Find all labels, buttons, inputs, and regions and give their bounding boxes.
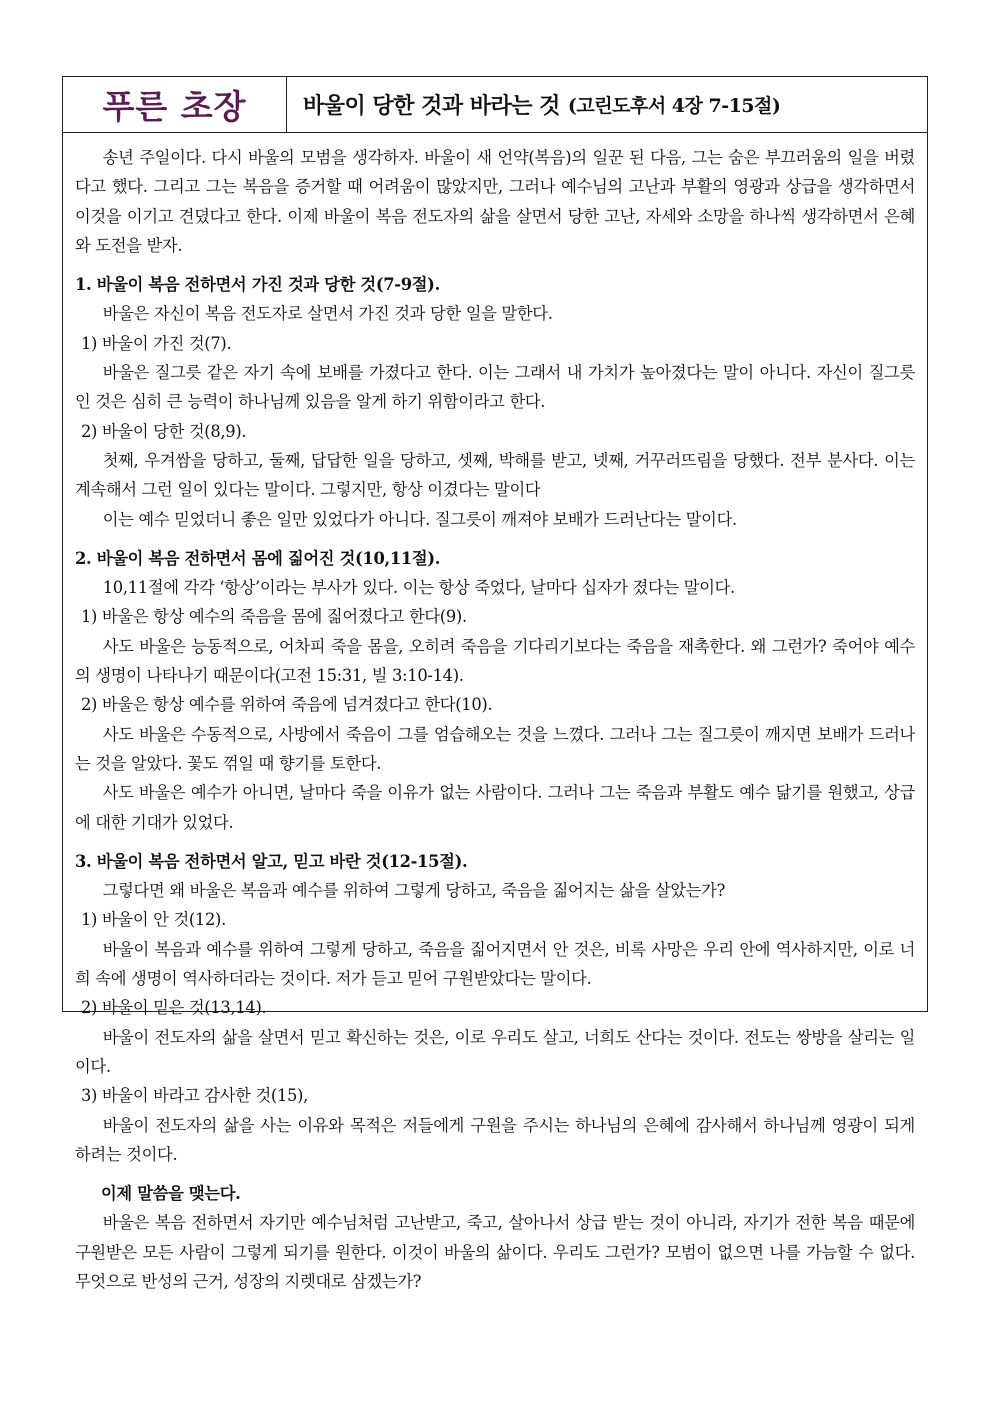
section-1-paragraph-2: 첫째, 우겨쌈을 당하고, 둘째, 답답한 일을 당하고, 셋째, 박해를 받고, 넷째, 거꾸러뜨림을 당했다. 전부 분사다. 이는 계속해서 그런 일이 있다는 말이다. 그렇지만, 항상 이겼다는 말이다 <box>75 450 915 500</box>
intro-paragraph: 송년 주일이다. 다시 바울의 모범을 생각하자. 바울이 새 언약(복음)의 일꾼 된 다음, 그는 숨은 부끄러움의 일을 버렸다고 했다. 그리고 그는 복음을 증거할 때 어려움이 많았지만, 그러나 예수님의 고난과 부활의 영광과 상급을 생각하면서 이것을 이기고 견뎠다고 한다. 이제 바울이 복음 전도자의 삶을 살면서 당한 고난, 자세와 소망을 하나씩 생각하면서 은혜와 도전을 받자. <box>75 148 915 255</box>
section-3-lead: 그렇다면 왜 바울은 복음과 예수를 위하여 그렇게 당하고, 죽음을 짊어지는 삶을 살았는가? <box>102 881 726 901</box>
header <box>63 77 927 133</box>
section-1-heading: 1. 바울이 복음 전하면서 가진 것과 당한 것(7-9절). <box>75 275 440 295</box>
section-3-sub-1: 1) 바울이 안 것(12). <box>81 910 226 930</box>
section-1-paragraph-3: 이는 예수 믿었더니 좋은 일만 있었다가 아니다. 질그릇이 깨져야 보배가 드러난다는 말이다. <box>102 509 737 529</box>
closing-heading: 이제 말씀을 맺는다. <box>101 1184 241 1204</box>
section-3-paragraph-1: 바울이 복음과 예수를 위하여 그렇게 당하고, 죽음을 짊어지면서 안 것은, 비록 사망은 우리 안에 역사하지만, 이로 너희 속에 생명이 역사하더라는 것이다. 저가 듣고 믿어 구원받았다는 말이다. <box>75 939 915 989</box>
section-2-sub-2: 2) 바울은 항상 예수를 위하여 죽음에 넘겨졌다고 한다(10). <box>81 695 493 715</box>
section-2-heading: 2. 바울이 복음 전하면서 몸에 짊어진 것(10,11절). <box>75 548 441 568</box>
title-cell <box>287 77 927 132</box>
section-1-lead: 바울은 자신이 복음 전도자로 살면서 가진 것과 당한 일을 말한다. <box>102 304 553 324</box>
sermon-title: 바울이 당한 것과 바라는 것 <box>303 93 560 119</box>
section-1-paragraph-1: 바울은 질그릇 같은 자기 속에 보배를 가졌다고 한다. 이는 그래서 내 가치가 높아졌다는 말이 아니다. 자신이 질그릇인 것은 심히 큰 능력이 하나님께 있음을 알게 하기 위함이라고 한다. <box>75 363 915 412</box>
section-2-lead: 10,11절에 각각 ‘항상’이라는 부사가 있다. 이는 항상 죽었다, 날마다 십자가 졌다는 말이다. <box>102 578 735 598</box>
document-frame <box>62 76 928 1291</box>
closing-paragraph: 바울은 복음 전하면서 자기만 예수님처럼 고난받고, 죽고, 살아나서 상급 받는 것이 아니라, 자기가 전한 복음 때문에 구원받은 모든 사람이 그렇게 되기를 원한다. 이것이 바울의 삶이다. 우리도 그런가? 모범이 없으면 나를 가늠할 수 없다. 무엇으로 반성의 근거, 성장의 지렛대로 삼겠는가? <box>75 1213 915 1291</box>
section-3-sub-3: 3) 바울이 바라고 감사한 것(15), <box>81 1086 308 1106</box>
section-2-paragraph-1: 사도 바울은 능동적으로, 어차피 죽을 몸을, 오히려 죽음을 기다리기보다는 죽음을 재촉한다. 왜 그런가? 죽어야 예수의 생명이 나타나기 때문이다(고전 15:31, 빌 3:10-14). <box>75 636 915 686</box>
section-1-sub-1: 1) 바울이 가진 것(7). <box>81 333 232 353</box>
sermon-body <box>75 143 915 1296</box>
section-2-sub-1: 1) 바울은 항상 예수의 죽음을 몸에 짊어졌다고 한다(9). <box>81 607 467 627</box>
section-3-paragraph-2: 바울이 전도자의 삶을 살면서 믿고 확신하는 것은, 이로 우리도 살고, 너희도 산다는 것이다. 전도는 쌍방을 살리는 일이다. <box>75 1027 915 1076</box>
brand-cell <box>63 77 287 132</box>
section-3-sub-2: 2) 바울이 믿은 것(13,14). <box>81 998 267 1018</box>
section-3-heading: 3. 바울이 복음 전하면서 알고, 믿고 바란 것(12-15절). <box>75 851 468 871</box>
section-1-sub-2: 2) 바울이 당한 것(8,9). <box>81 421 247 441</box>
scripture-reference: (고린도후서 4장 7-15절) <box>567 95 781 117</box>
section-2-paragraph-3: 사도 바울은 예수가 아니면, 날마다 죽을 이유가 없는 사람이다. 그러나 그는 죽음과 부활도 예수 닮기를 원했고, 상급에 대한 기대가 있었다. <box>75 783 915 832</box>
section-3-paragraph-3: 바울이 전도자의 삶을 사는 이유와 목적은 저들에게 구원을 주시는 하나님의 은혜에 감사해서 하나님께 영광이 되게 하려는 것이다. <box>75 1115 915 1164</box>
section-2-paragraph-2: 사도 바울은 수동적으로, 사방에서 죽음이 그를 엄습해오는 것을 느꼈다. 그러나 그는 질그릇이 깨지면 보배가 드러나는 것을 알았다. 꽃도 꺾일 때 향기를 토한다. <box>75 724 915 773</box>
brand-title: 푸른 초장 <box>102 87 247 126</box>
